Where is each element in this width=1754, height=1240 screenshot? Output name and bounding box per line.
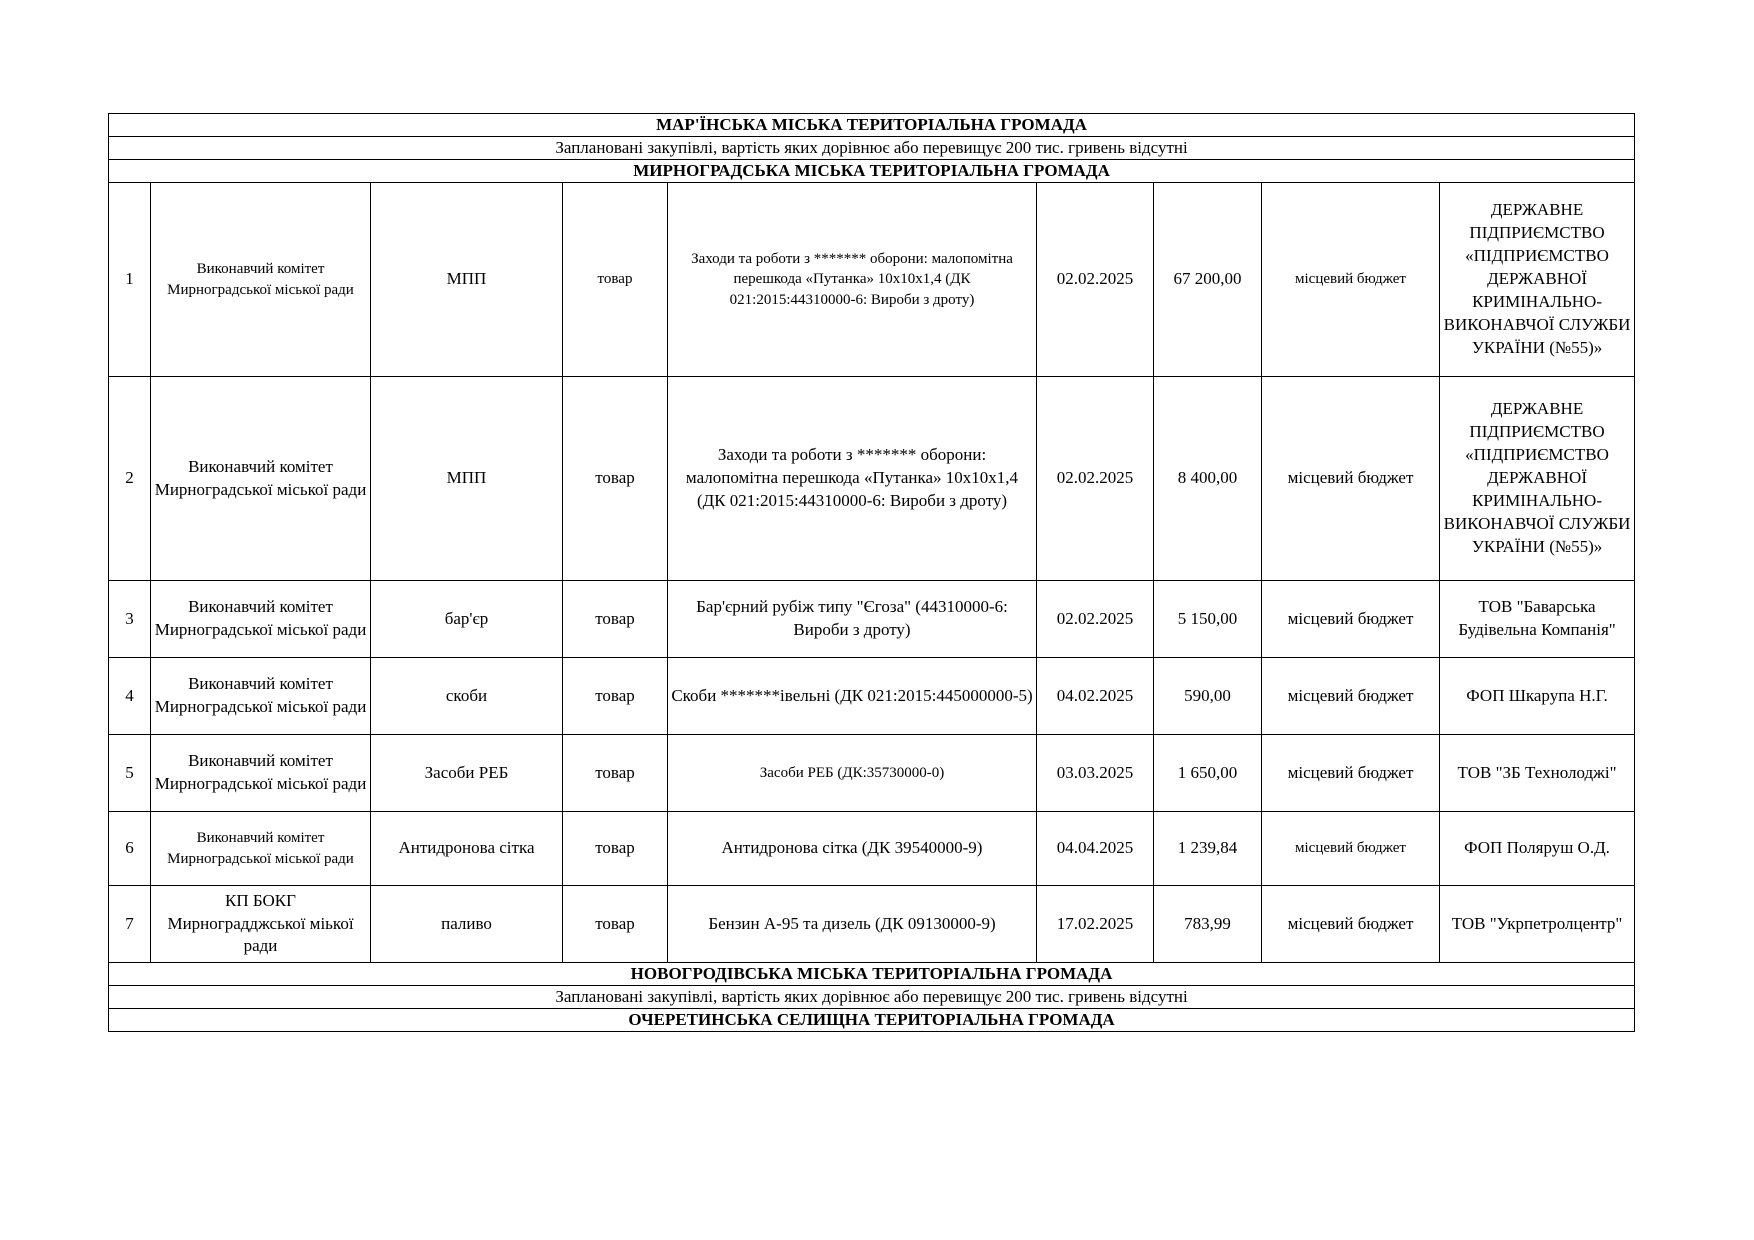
table-row <box>109 658 1635 735</box>
type-cell: товар <box>563 581 668 658</box>
supplier-cell: ТОВ "Укрпетролцентр" <box>1440 886 1635 963</box>
source-cell: місцевий бюджет <box>1262 377 1440 581</box>
subject-cell: Антидронова сітка <box>371 812 563 886</box>
supplier-cell: ФОП Шкарупа Н.Г. <box>1440 658 1635 735</box>
supplier-cell: ФОП Поляруш О.Д. <box>1440 812 1635 886</box>
amount-cell: 8 400,00 <box>1154 377 1262 581</box>
subject-cell: МПП <box>371 377 563 581</box>
table-row <box>109 812 1635 886</box>
row-number: 4 <box>109 658 151 735</box>
description-cell: Бензин А-95 та дизель (ДК 09130000-9) <box>668 886 1037 963</box>
subject-cell: паливо <box>371 886 563 963</box>
customer-cell: Виконавчий комітет Мирноградської міської ради <box>151 812 371 886</box>
source-cell: місцевий бюджет <box>1262 735 1440 812</box>
section-note-row <box>109 137 1635 160</box>
section-header-row <box>109 114 1635 137</box>
description-cell: Заходи та роботи з ******* оборони: малопомітна перешкода «Путанка» 10х10х1,4 (ДК 021:2015:44310000-6: Вироби з дроту) <box>668 377 1037 581</box>
date-cell: 03.03.2025 <box>1037 735 1154 812</box>
subject-cell: Засоби РЕБ <box>371 735 563 812</box>
section-note-novohrodivka: Заплановані закупівлі, вартість яких дорівнює або перевищує 200 тис. гривень відсутні <box>109 986 1635 1009</box>
procurement-table <box>108 113 1635 1032</box>
section-title-myrnohrad: МИРНОГРАДСЬКА МІСЬКА ТЕРИТОРІАЛЬНА ГРОМАДА <box>109 160 1635 183</box>
subject-cell: бар'єр <box>371 581 563 658</box>
row-number: 5 <box>109 735 151 812</box>
amount-cell: 5 150,00 <box>1154 581 1262 658</box>
date-cell: 02.02.2025 <box>1037 183 1154 377</box>
amount-cell: 1 650,00 <box>1154 735 1262 812</box>
row-number: 3 <box>109 581 151 658</box>
source-cell: місцевий бюджет <box>1262 183 1440 377</box>
date-cell: 04.02.2025 <box>1037 658 1154 735</box>
amount-cell: 1 239,84 <box>1154 812 1262 886</box>
table-row <box>109 886 1635 963</box>
section-title-novohrodivka: НОВОГРОДІВСЬКА МІСЬКА ТЕРИТОРІАЛЬНА ГРОМАДА <box>109 963 1635 986</box>
subject-cell: скоби <box>371 658 563 735</box>
description-cell: Заходи та роботи з ******* оборони: малопомітна перешкода «Путанка» 10х10х1,4 (ДК 021:2015:44310000-6: Вироби з дроту) <box>668 183 1037 377</box>
section-header-row <box>109 160 1635 183</box>
source-cell: місцевий бюджет <box>1262 812 1440 886</box>
source-cell: місцевий бюджет <box>1262 658 1440 735</box>
row-number: 1 <box>109 183 151 377</box>
type-cell: товар <box>563 735 668 812</box>
customer-cell: Виконавчий комітет Мирноградської міської ради <box>151 183 371 377</box>
row-number: 2 <box>109 377 151 581</box>
amount-cell: 590,00 <box>1154 658 1262 735</box>
row-number: 6 <box>109 812 151 886</box>
supplier-cell: ТОВ "Баварська Будівельна Компанія" <box>1440 581 1635 658</box>
subject-cell: МПП <box>371 183 563 377</box>
customer-cell: Виконавчий комітет Мирноградської міської ради <box>151 377 371 581</box>
table-row <box>109 581 1635 658</box>
type-cell: товар <box>563 377 668 581</box>
supplier-cell: ТОВ "ЗБ Технолоджі" <box>1440 735 1635 812</box>
description-cell: Скоби *******івельні (ДК 021:2015:445000000-5) <box>668 658 1037 735</box>
type-cell: товар <box>563 812 668 886</box>
table-row <box>109 377 1635 581</box>
customer-cell: Виконавчий комітет Мирноградської міської ради <box>151 658 371 735</box>
supplier-cell: ДЕРЖАВНЕ ПІДПРИЄМСТВО «ПІДПРИЄМСТВО ДЕРЖАВНОЇ КРИМІНАЛЬНО-ВИКОНАВЧОЇ СЛУЖБИ УКРАЇНИ (№55)» <box>1440 377 1635 581</box>
section-header-row <box>109 1009 1635 1032</box>
section-title-marinska: МАР'ЇНСЬКА МІСЬКА ТЕРИТОРІАЛЬНА ГРОМАДА <box>109 114 1635 137</box>
amount-cell: 783,99 <box>1154 886 1262 963</box>
date-cell: 02.02.2025 <box>1037 581 1154 658</box>
section-header-row <box>109 963 1635 986</box>
customer-cell: Виконавчий комітет Мирноградської міської ради <box>151 581 371 658</box>
description-cell: Бар'єрний рубіж типу "Єгоза" (44310000-6: Вироби з дроту) <box>668 581 1037 658</box>
source-cell: місцевий бюджет <box>1262 886 1440 963</box>
date-cell: 02.02.2025 <box>1037 377 1154 581</box>
description-cell: Засоби РЕБ (ДК:35730000-0) <box>668 735 1037 812</box>
customer-cell: Виконавчий комітет Мирноградської міської ради <box>151 735 371 812</box>
section-title-ocheretyne: ОЧЕРЕТИНСЬКА СЕЛИЩНА ТЕРИТОРІАЛЬНА ГРОМАДА <box>109 1009 1635 1032</box>
section-note-row <box>109 986 1635 1009</box>
amount-cell: 67 200,00 <box>1154 183 1262 377</box>
description-cell: Антидронова сітка (ДК 39540000-9) <box>668 812 1037 886</box>
section-note-marinska: Заплановані закупівлі, вартість яких дорівнює або перевищує 200 тис. гривень відсутні <box>109 137 1635 160</box>
supplier-cell: ДЕРЖАВНЕ ПІДПРИЄМСТВО «ПІДПРИЄМСТВО ДЕРЖАВНОЇ КРИМІНАЛЬНО-ВИКОНАВЧОЇ СЛУЖБИ УКРАЇНИ (№55)» <box>1440 183 1635 377</box>
table-row <box>109 735 1635 812</box>
customer-cell: КП БОКГ Мирноградджської міької ради <box>151 886 371 963</box>
date-cell: 17.02.2025 <box>1037 886 1154 963</box>
table-row <box>109 183 1635 377</box>
row-number: 7 <box>109 886 151 963</box>
type-cell: товар <box>563 658 668 735</box>
date-cell: 04.04.2025 <box>1037 812 1154 886</box>
source-cell: місцевий бюджет <box>1262 581 1440 658</box>
type-cell: товар <box>563 183 668 377</box>
type-cell: товар <box>563 886 668 963</box>
